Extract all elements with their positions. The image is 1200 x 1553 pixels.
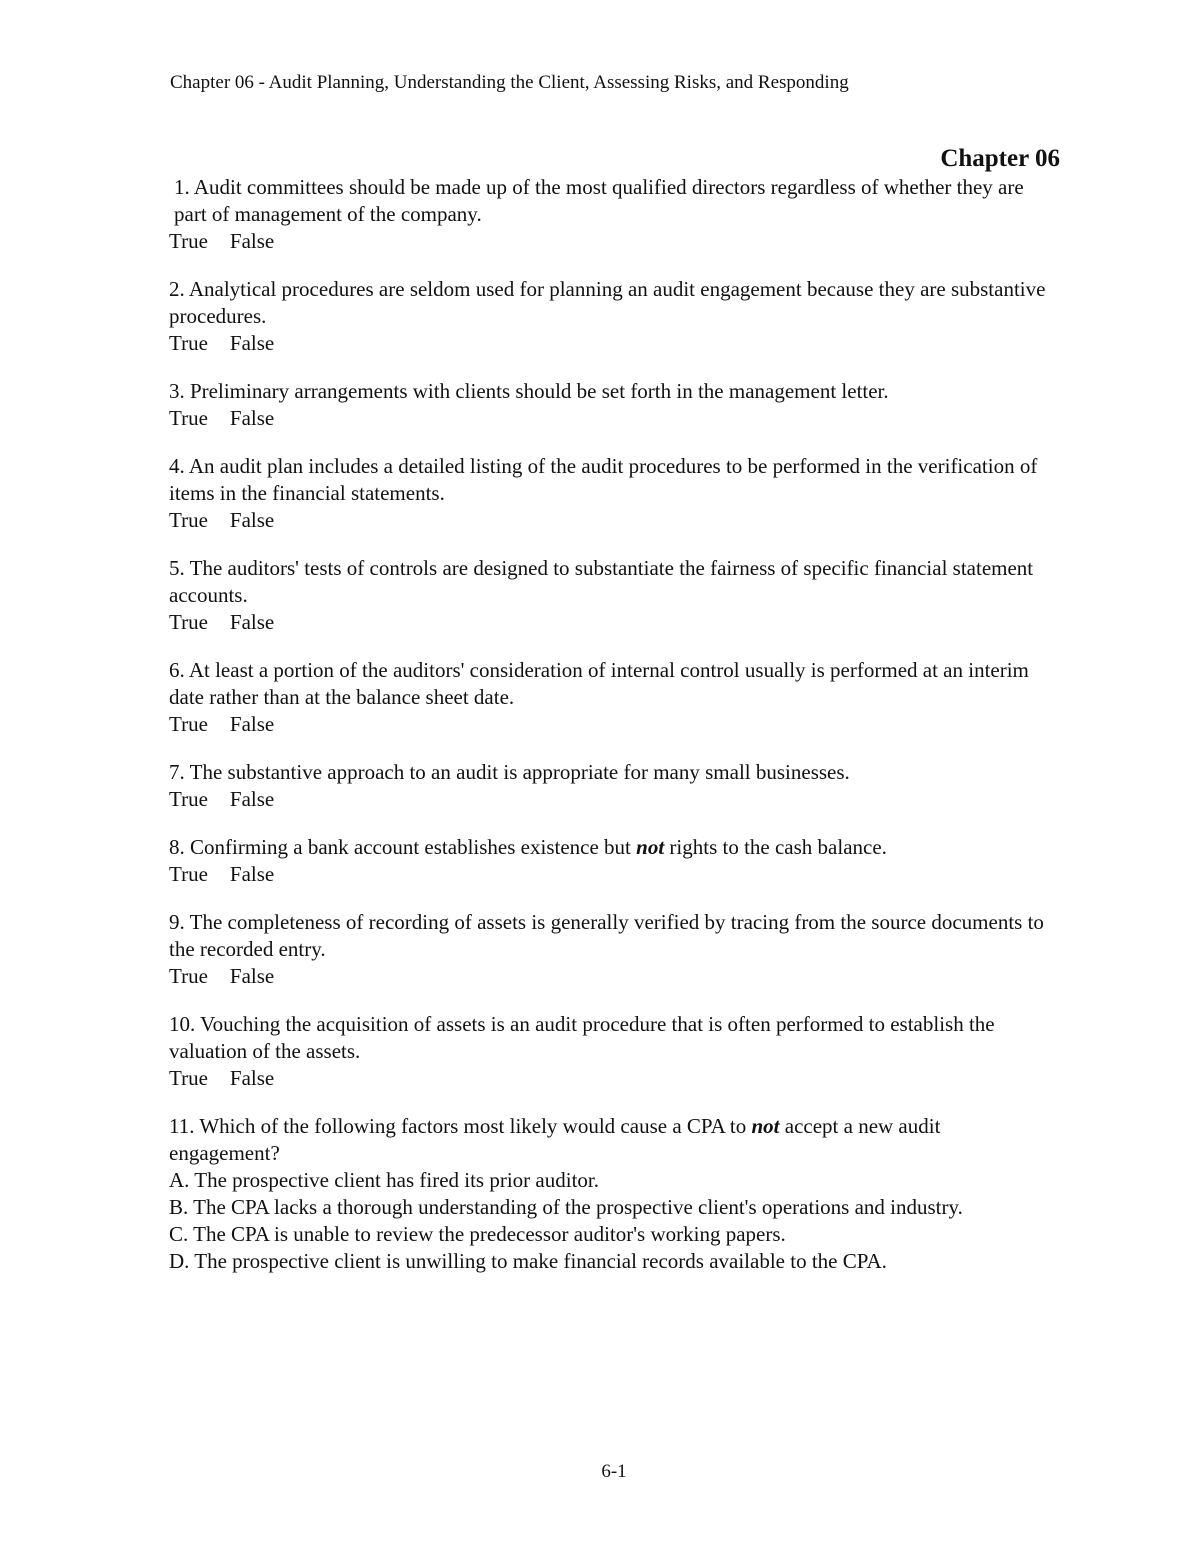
true-false-options [169,405,1049,432]
false-option: False [229,508,275,532]
true-option: True [169,508,208,532]
question-text [169,834,1049,861]
question-text: 4. An audit plan includes a detailed listing of the audit procedures to be performed in the verification of items in the financial statements. [169,454,1038,505]
question-text: 1. Audit committees should be made up of the most qualified directors regardless of whether they are part of management of the company. [174,175,1024,226]
false-option: False [229,331,275,355]
true-option: True [169,229,208,253]
question-5 [169,555,1049,636]
question-text-end: rights to the cash balance. [664,835,887,859]
true-false-options [169,861,1049,888]
false-option: False [229,406,275,430]
question-text-start: 8. Confirming a bank account establishes existence but [169,835,637,859]
true-option: True [169,964,208,988]
false-option: False [229,229,275,253]
true-false-options [169,786,1049,813]
question-4 [169,453,1049,534]
false-option: False [229,964,275,988]
question-1 [169,174,1049,255]
question-text: 2. Analytical procedures are seldom used for planning an audit engagement because they are substantive procedures. [169,277,1046,328]
false-option: False [229,610,275,634]
question-6 [169,657,1049,738]
true-false-options [169,330,1049,357]
question-text: 6. At least a portion of the auditors' consideration of internal control usually is performed at an interim date rather than at the balance sheet date. [169,658,1029,709]
false-option: False [229,862,275,886]
question-8 [169,834,1049,888]
true-false-options [169,609,1049,636]
true-option: True [169,331,208,355]
false-option: False [229,712,275,736]
question-list [169,174,1049,1296]
true-option: True [169,787,208,811]
question-text: 9. The completeness of recording of assets is generally verified by tracing from the source documents to the recorded entry. [169,910,1044,961]
option-b: B. The CPA lacks a thorough understanding of the prospective client's operations and industry. [169,1195,963,1219]
true-false-options [169,507,1049,534]
question-9 [169,909,1049,990]
emphasis-word: not [636,835,665,859]
question-text: 5. The auditors' tests of controls are designed to substantiate the fairness of specific financial statement accounts. [169,556,1034,607]
question-text-end: accept a new audit engagement? [169,1114,941,1165]
true-false-options [169,1065,1049,1092]
question-text: 7. The substantive approach to an audit is appropriate for many small businesses. [169,760,850,784]
true-false-options [169,963,1049,990]
option-d: D. The prospective client is unwilling to make financial records available to the CPA. [169,1249,887,1273]
option-c: C. The CPA is unable to review the predecessor auditor's working papers. [169,1222,786,1246]
question-7 [169,759,1049,813]
chapter-heading: Chapter 06 [940,145,1060,172]
question-text: 3. Preliminary arrangements with clients should be set forth in the management letter. [169,379,889,403]
question-text-start: 11. Which of the following factors most likely would cause a CPA to [169,1114,752,1138]
true-option: True [169,712,208,736]
true-false-options [169,228,1049,255]
true-option: True [169,406,208,430]
running-header: Chapter 06 - Audit Planning, Understanding the Client, Assessing Risks, and Responding [170,72,849,93]
true-false-options [169,711,1049,738]
question-text: 10. Vouching the acquisition of assets is an audit procedure that is often performed to establish the valuation of the assets. [169,1012,995,1063]
true-option: True [169,1066,208,1090]
false-option: False [229,787,275,811]
question-text [169,1113,1049,1167]
option-a: A. The prospective client has fired its prior auditor. [169,1168,599,1192]
false-option: False [229,1066,275,1090]
question-2 [169,276,1049,357]
question-11 [169,1113,1049,1275]
question-3 [169,378,1049,432]
true-option: True [169,610,208,634]
true-option: True [169,862,208,886]
page-number: 6-1 [601,1461,627,1482]
question-10 [169,1011,1049,1092]
emphasis-word: not [751,1114,780,1138]
